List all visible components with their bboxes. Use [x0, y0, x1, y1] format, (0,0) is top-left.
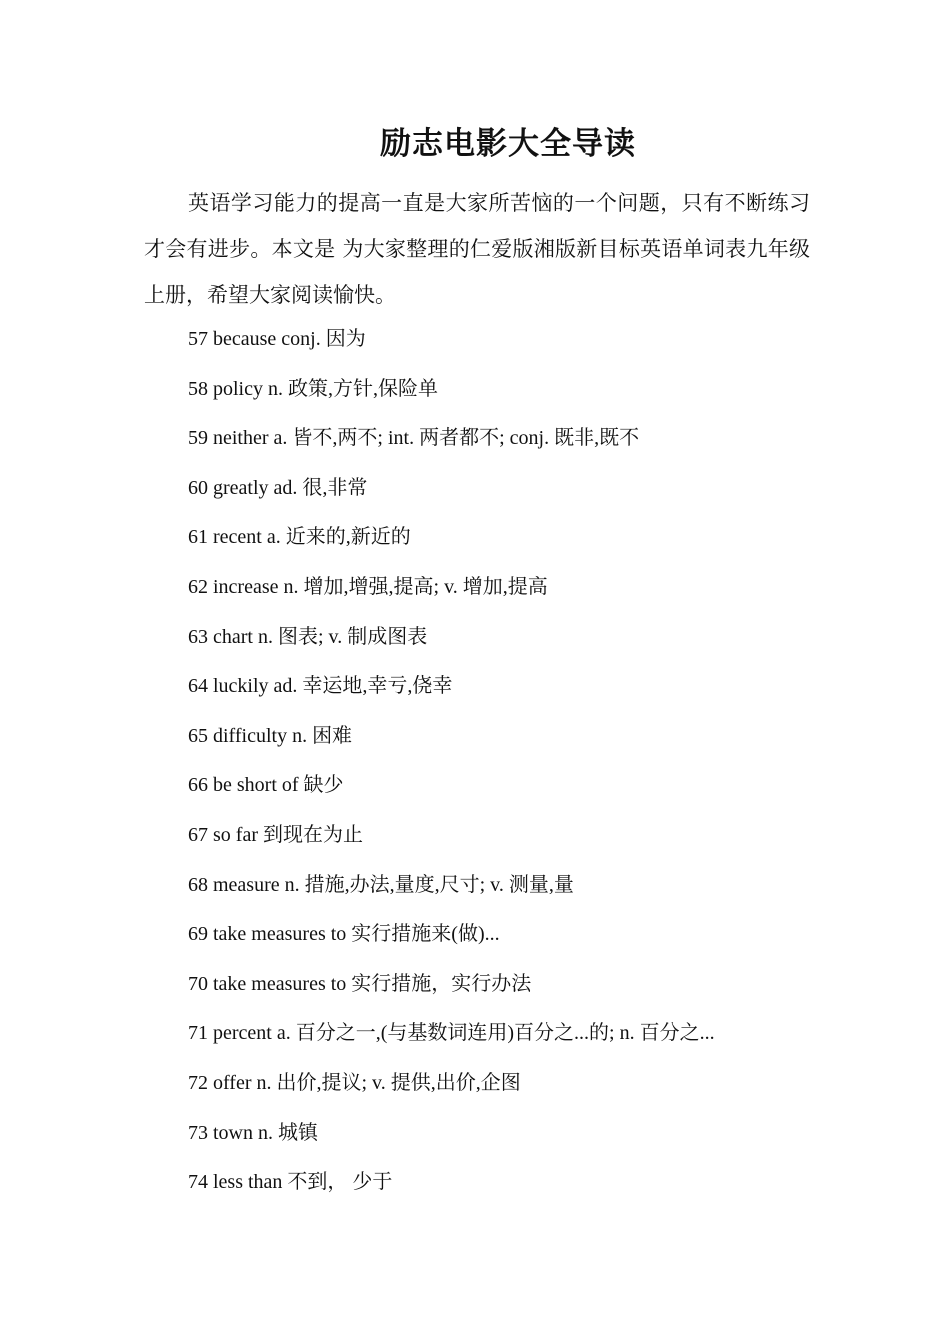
vocab-entry: 65 difficulty n. 困难	[188, 724, 353, 747]
vocabulary-list	[188, 321, 828, 1214]
vocab-entry: 64 luckily ad. 幸运地,幸亏,侥幸	[188, 675, 453, 698]
page-title: 励志电影大全导读	[380, 126, 636, 162]
vocab-entry: 74 less than 不到， 少于	[188, 1171, 393, 1194]
vocab-entry: 71 percent a. 百分之一,(与基数词连用)百分之...的; n. 百分之...	[188, 1022, 715, 1045]
vocab-entry: 73 town n. 城镇	[188, 1121, 318, 1144]
vocab-entry: 57 because conj. 因为	[188, 328, 366, 350]
vocab-entry: 67 so far 到现在为止	[188, 823, 363, 846]
intro-paragraph: 英语学习能力的提高一直是大家所苦恼的一个问题，只有不断练习才会有进步。本文是 为大家整理的仁爱版湘版新目标英语单词表九年级上册，希望大家阅读愉快。	[144, 191, 810, 307]
vocab-entry: 66 be short of 缺少	[188, 774, 344, 797]
vocab-entry: 62 increase n. 增加,增强,提高; v. 增加,提高	[188, 575, 548, 598]
vocab-entry: 58 policy n. 政策,方针,保险单	[188, 377, 438, 400]
vocab-entry: 60 greatly ad. 很,非常	[188, 476, 368, 499]
vocab-entry: 69 take measures to 实行措施来(做)...	[188, 923, 500, 946]
vocab-entry: 72 offer n. 出价,提议; v. 提供,出价,企图	[188, 1071, 521, 1094]
vocab-entry: 61 recent a. 近来的,新近的	[188, 526, 411, 549]
vocab-entry: 59 neither a. 皆不,两不; int. 两者都不; conj. 既非,既不	[188, 427, 640, 450]
vocab-entry: 63 chart n. 图表; v. 制成图表	[188, 625, 428, 648]
vocab-entry: 70 take measures to 实行措施，实行办法	[188, 972, 532, 995]
vocab-entry: 68 measure n. 措施,办法,量度,尺寸; v. 测量,量	[188, 873, 574, 896]
